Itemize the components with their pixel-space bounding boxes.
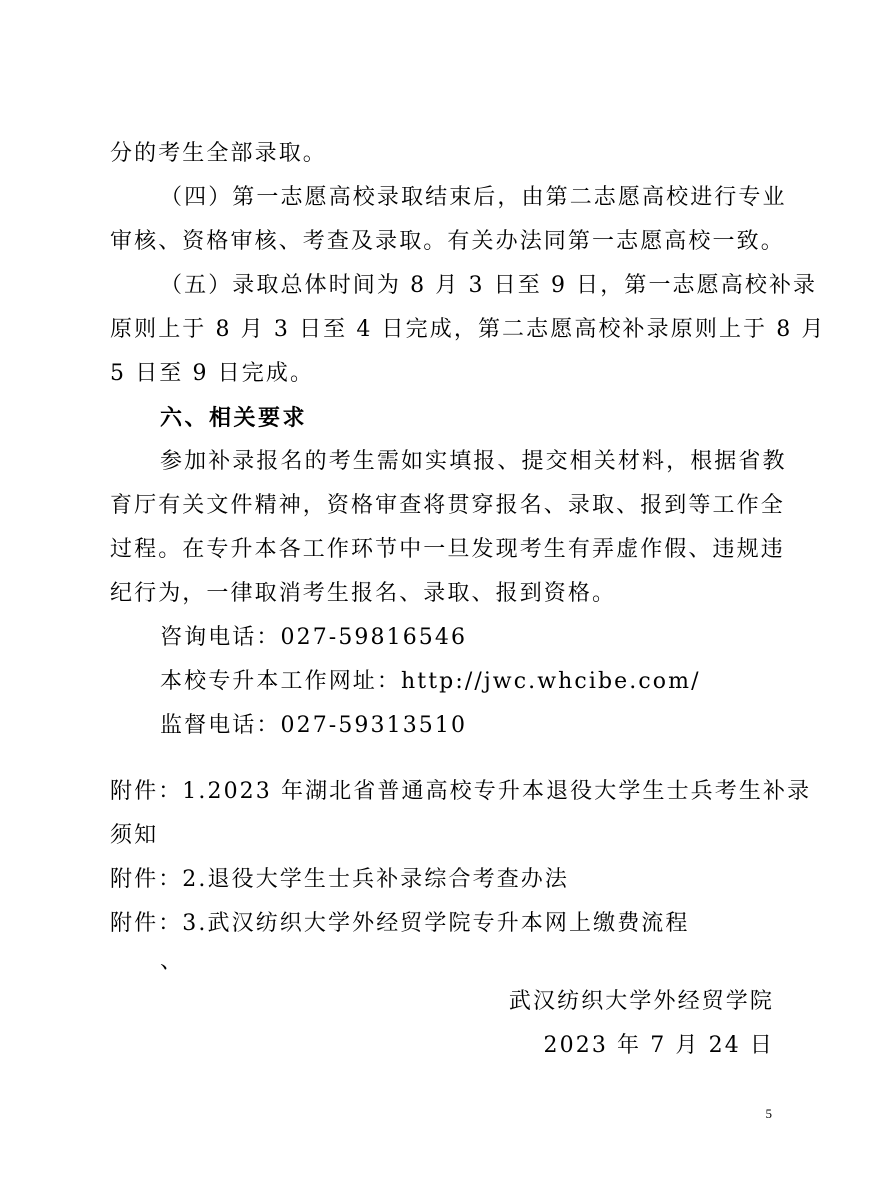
consult-phone: 咨询电话：027-59816546 [160,625,468,650]
signature-date: 2023 年 7 月 24 日 [543,1033,774,1058]
attachment-3: 附件：3.武汉纺织大学外经贸学院专升本网上缴费流程 [110,911,690,936]
requirements-line-2: 育厅有关文件精神，资格审查将贯穿报名、录取、报到等工作全 [110,493,785,518]
body-line-5: 原则上于 8 月 3 日至 4 日完成，第二志愿高校补录原则上于 8 月 [110,317,826,342]
body-line-6: 5 日至 9 日完成。 [110,361,315,386]
requirements-line-1: 参加补录报名的考生需如实填报、提交相关材料，根据省教 [160,449,787,474]
body-line-3: 审核、资格审核、考查及录取。有关办法同第一志愿高校一致。 [110,229,785,254]
section-heading: 六、相关要求 [160,405,308,431]
page-number: 5 [765,1106,772,1121]
signature-institution: 武汉纺织大学外经贸学院 [508,989,774,1014]
requirements-line-4: 纪行为，一律取消考生报名、录取、报到资格。 [110,581,617,606]
attachment-1-continued: 须知 [110,823,159,848]
body-line-1: 分的考生全部录取。 [110,141,327,166]
body-line-4: （五）录取总体时间为 8 月 3 日至 9 日，第一志愿高校补录 [160,273,818,298]
attachment-2: 附件：2.退役大学生士兵补录综合考查办法 [110,867,569,892]
stray-punctuation: 、 [160,949,185,974]
body-line-2: （四）第一志愿高校录取结束后，由第二志愿高校进行专业 [160,185,787,210]
requirements-line-3: 过程。在专升本各工作环节中一旦发现考生有弄虚作假、违规违 [110,537,785,562]
supervise-phone: 监督电话：027-59313510 [160,713,468,738]
attachment-1: 附件：1.2023 年湖北省普通高校专升本退役大学生士兵考生补录 [110,779,812,804]
website-address: 本校专升本工作网址：http://jwc.whcibe.com/ [160,669,701,694]
